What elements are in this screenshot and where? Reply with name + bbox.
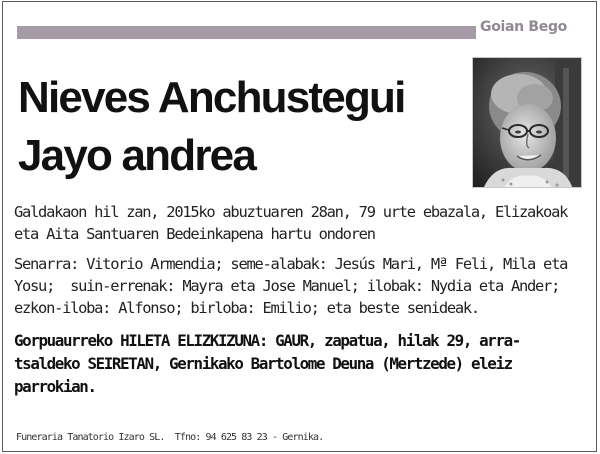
funeral-service-paragraph [14, 329, 580, 398]
text-line: Senarra: Vitorio Armendia; seme-alabak: Jesús Mari, Mª Feli, Mila eta [14, 255, 568, 273]
header-band [17, 26, 476, 39]
text-line: Yosu; suin-errenak: Mayra eta Jose Manuel; ilobak: Nydia eta Ander; [14, 277, 560, 295]
notice-body [14, 201, 580, 398]
text-line: Gorpuaurreko HILETA ELIZKIZUNA: GAUR, zapatua, hilak 29, arra- [14, 331, 520, 350]
text-line: tsaldeko SEIRETAN, Gernikako Bartolome Deuna (Mertzede) eleiz [14, 354, 512, 373]
text-line: eta Aita Santuaren Bedeinkapena hartu ondoren [14, 225, 375, 243]
name-line-1: Nieves Anchustegui [18, 73, 405, 122]
family-paragraph [14, 253, 580, 319]
funeral-home-footer: Funeraria Tanatorio Izaro SL. Tfno: 94 625 83 23 - Gernika. [16, 432, 324, 443]
name-line-2: Jayo andrea [18, 131, 256, 180]
deceased-name [18, 69, 468, 185]
text-line: parrokian. [14, 377, 96, 396]
portrait-illustration [473, 58, 582, 188]
death-details-paragraph [14, 201, 580, 245]
text-line: ezkon-iloba: Alfonso; birloba: Emilio; eta beste senideak. [14, 299, 479, 317]
section-label: Goian Bego [480, 19, 568, 35]
text-line: Galdakaon hil zan, 2015ko abuztuaren 28an, 79 urte ebazala, Elizakoak [14, 203, 568, 221]
portrait-photo [472, 57, 582, 188]
